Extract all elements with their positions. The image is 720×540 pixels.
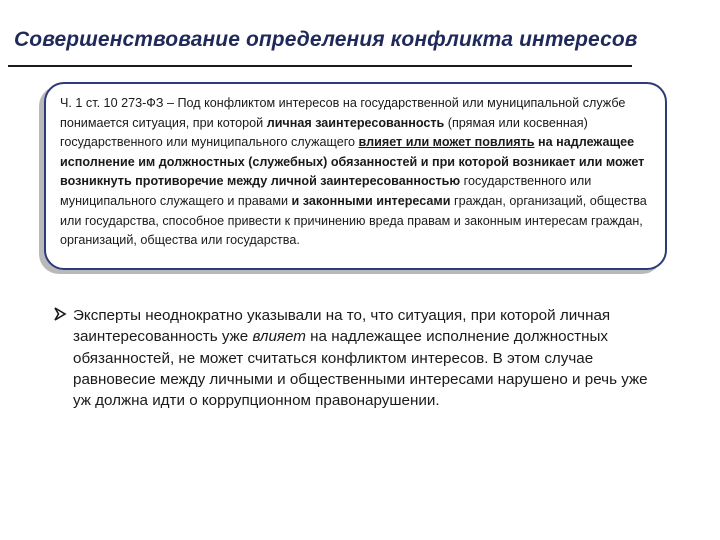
- definition-emphasis: на надлежащее исполнение им должностных (служебных) обязанностей и при которой возникает или может возникнуть противоречие между личной заинтересованностью: [60, 135, 645, 189]
- definition-emphasis-underlined: [359, 135, 535, 149]
- definition-emphasis: и законными интересами: [291, 193, 451, 208]
- slide-title: Совершенствование определения конфликта интересов: [14, 28, 638, 51]
- definition-part: Ч. 1 ст. 10 273-ФЗ – Под конфликтом интересов на государственной или муниципальной службе понимается ситуация, при которой: [60, 96, 626, 130]
- definition-underline: влияет или может повлиять: [358, 135, 535, 150]
- definition-part: граждан, организаций, общества или государства, способное привести к причинению вреда правам и законным интересам граждан, организаций, общества или государства.: [60, 193, 647, 248]
- bullet-italic: влияет: [252, 328, 306, 346]
- definition-emphasis: личная заинтересованность: [266, 115, 445, 130]
- bullet-text: [73, 305, 658, 411]
- bullet-part: на надлежащее исполнение должностных обязанностей, не может считаться конфликтом интересов. В этом случае равновесие между личными и общественными интересами нарушено и речь уже уж должна идти о коррупционном правонарушении.: [73, 328, 648, 410]
- title-divider: [8, 65, 632, 67]
- bullet-part: Эксперты неоднократно указывали на то, что ситуация, при которой личная заинтересованность уже: [73, 307, 611, 346]
- definition-text: [60, 94, 658, 251]
- definition-part: (прямая или косвенная) государственного или муниципального служащего: [60, 115, 588, 150]
- definition-part: государственного или муниципального служащего и правами: [60, 174, 592, 208]
- arrow-bullet-icon: [52, 306, 68, 322]
